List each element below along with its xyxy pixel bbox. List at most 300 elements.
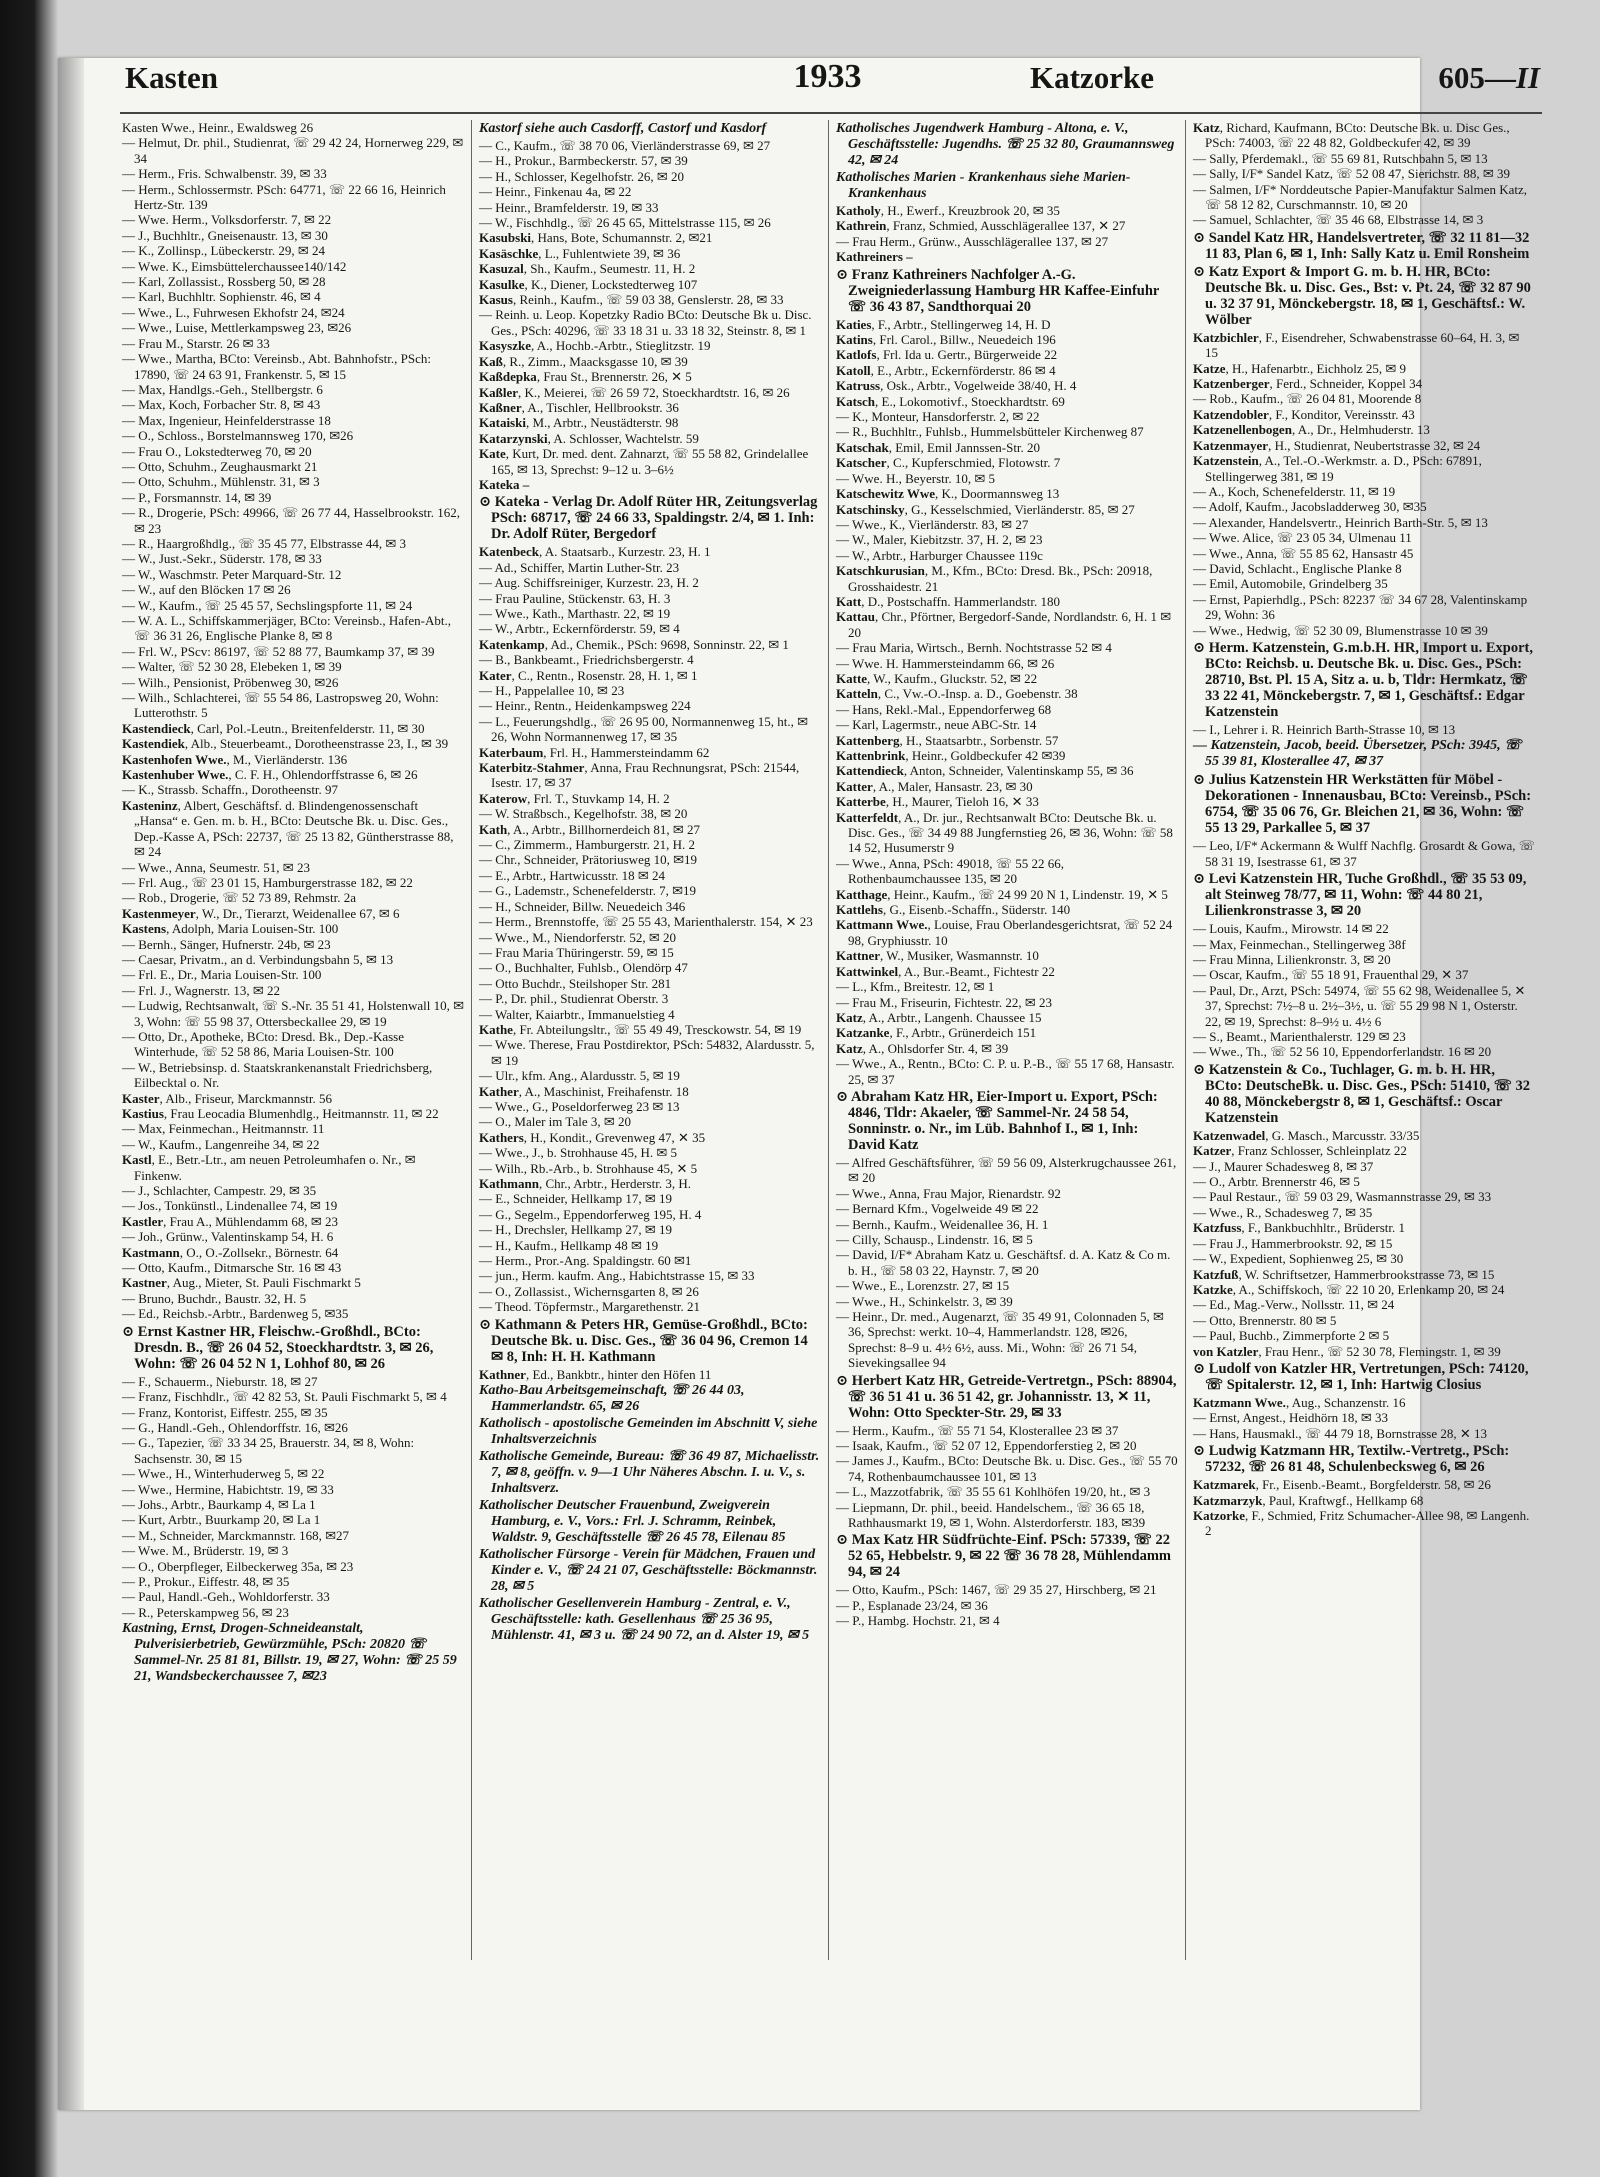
surname-entry: Kastenhofen Wwe., M., Vierländerstr. 136 (122, 751, 348, 767)
surname: Katzer (1193, 1143, 1232, 1159)
listing-entry: — Alexander, Handelsvertr., Heinrich Barth-Str. 5, ✉ 13 (1193, 514, 1488, 530)
listing-entry: — W., Expedient, Sophienweg 25, ✉ 30 (1193, 1251, 1404, 1267)
listing-entry: — Theod. Töpfermstr., Margarethenstr. 21 (479, 1299, 700, 1315)
surname-entry: Katzfuss, F., Bankbuchhltr., Brüderstr. 1 (1193, 1220, 1406, 1236)
organization-entry: — Katzenstein, Jacob, beeid. Übersetzer, PSch: 3945, ☏ 55 39 81, Klosterallee 47, ✉ 37 (1193, 738, 1522, 770)
surname-entry: Kathrein, Franz, Schmied, Ausschlägerallee 137, ✕ 27 (836, 218, 1126, 234)
surname-entry: Katlofs, Frl. Ida u. Gertr., Bürgerweide 22 (836, 347, 1058, 363)
listing-entry: — Max, Feinmechan., Heitmannstr. 11 (122, 1121, 325, 1137)
listing-entry: — Wwe., J., b. Strohhause 45, H. ✉ 5 (479, 1145, 678, 1161)
listing-entry: — Wwe. H. Hammersteindamm 66, ✉ 26 (836, 655, 1055, 671)
surname-entry: Kastler, Frau A., Mühlendamm 68, ✉ 23 (122, 1213, 338, 1229)
organization-entry: Kastorf siehe auch Casdorff, Castorf und Kasdorf (479, 121, 767, 136)
surname: Kattlehs (836, 902, 883, 918)
listing-entry: — K., Zollinsp., Lübeckerstr. 29, ✉ 24 (122, 243, 325, 259)
listing-entry: — J., Schlachter, Campestr. 29, ✉ 35 (122, 1183, 317, 1199)
surname-entry: Katins, Frl. Carol., Billw., Neuedeich 196 (836, 332, 1056, 348)
surname-entry (836, 249, 1178, 264)
surname-entry: Katzer, Franz Schlosser, Schleinplatz 22 (1193, 1143, 1407, 1159)
surname-entry: Kasäschke, L., Fuhlentwiete 39, ✉ 36 (479, 245, 681, 261)
listing-entry: — Wwe., A., Rentn., BCto: C. P. u. P.-B., ☏ 55 17 68, Hansastr. 25, ✉ 37 (836, 1056, 1175, 1087)
listing-entry: — Otto, Brennerstr. 80 ✉ 5 (1193, 1312, 1337, 1328)
page-gutter-shadow (58, 58, 84, 2110)
surname-entry: Kattner, W., Musiker, Wasmannstr. 10 (836, 948, 1039, 964)
surname-entry: Katteln, C., Vw.-O.-Insp. a. D., Goebenstr. 38 (836, 686, 1078, 702)
surname: Kasulke (479, 276, 525, 292)
surname: Katzenberger (1193, 376, 1270, 392)
surname-entry: Kasteninz, Albert, Geschäftsf. d. Blindengenossenschaft „Hansa“ e. Gen. m. b. H., BCto: Deutsche Bk. u. Disc. Ges., Dep.-Kasse A, PSch: 22737, ☏ 25 13 82, Güntherstrasse 88, ✉ 24 (122, 797, 454, 860)
organization-entry: Katholisch - apostolische Gemeinden im Abschnitt V, siehe Inhaltsverzeichnis (479, 1416, 818, 1448)
surname-entry: Kattenbrink, Heinr., Goldbeckufer 42 ✉39 (836, 748, 1066, 763)
surname: Kasteninz (122, 797, 178, 813)
surname-entry: Katzorke, F., Schmied, Fritz Schumacher-Allee 98, ✉ Langenh. 2 (1193, 1507, 1530, 1539)
listing-entry: — Rob., Drogerie, ☏ 52 73 89, Rehmstr. 2a (122, 890, 356, 906)
page-number (1438, 60, 1540, 96)
listing-entry: — Sally, I/F* Sandel Katz, ☏ 52 08 47, Sierichstr. 88, ✉ 39 (1193, 166, 1510, 182)
surname: Katzke (1193, 1281, 1233, 1297)
listing-entry: — Paul, Dr., Arzt, PSch: 54974, ☏ 55 62 98, Weidenallee 5, ✕ 37, Sprechst: 7½–8 u. 2½–3½, u. ☏ 55 29 98 N 1, Osterstr. 22, ✉ 19, Sprechst: 8–9½ u. 4½ 6 (1193, 982, 1526, 1029)
listing-entry: — Max, Ingenieur, Heinfelderstrasse 18 (122, 412, 331, 428)
listing-entry: — Isaak, Kaufm., ☏ 52 07 12, Eppendorferstieg 2, ✉ 20 (836, 1438, 1137, 1454)
surname: Kath (479, 821, 508, 837)
listing-entry: — Wwe. Herm., Volksdorferstr. 7, ✉ 22 (122, 212, 332, 228)
listing-entry: — Helmut, Dr. phil., Studienrat, ☏ 29 42 24, Hornerweg 229, ✉ 34 (122, 135, 464, 166)
listing-entry: — Frl. J., Wagnerstr. 13, ✉ 22 (122, 982, 281, 998)
surname: Katlofs (836, 347, 877, 363)
listing-entry: — Wwe., Anna, Seumestr. 51, ✉ 23 (122, 859, 310, 875)
surname: Katerbaum (479, 744, 544, 760)
surname: Katzenmayer (1193, 437, 1269, 453)
surname: Kaßler (479, 384, 518, 400)
surname: Kataiski (479, 415, 526, 431)
listing-entry: — Emil, Automobile, Grindelberg 35 (1193, 576, 1388, 592)
listing-entry: — W., Just.-Sekr., Süderstr. 178, ✉ 33 (122, 551, 322, 567)
listing-entry: — Karl, Lagermstr., neue ABC-Str. 14 (836, 717, 1037, 733)
surname-entry: Katterbe, H., Maurer, Tieloh 16, ✕ 33 (836, 794, 1039, 810)
surname-entry: Kater, C., Rentn., Rosenstr. 28, H. 1, ✉ 1 (479, 667, 698, 683)
listing-entry: — Wilh., Pensionist, Pröbenweg 30, ✉26 (122, 674, 339, 690)
listing-entry: — Jos., Tonkünstl., Lindenallee 74, ✉ 19 (122, 1198, 338, 1214)
surname: Kathner (479, 1366, 526, 1382)
listing-entry: — H., Schlosser, Kegelhofstr. 26, ✉ 20 (479, 168, 684, 184)
surname: Katzmarzyk (1193, 1492, 1263, 1508)
listing-entry: — Frau Maria, Wirtsch., Bernh. Nochtstrasse 52 ✉ 4 (836, 640, 1112, 656)
surname: Kasubski (479, 230, 532, 246)
listing-entry: — Ulr., kfm. Ang., Alardusstr. 5, ✉ 19 (479, 1068, 680, 1084)
surname: Kaßdepka (479, 369, 537, 385)
surname-entry: Kaß, R., Zimm., Maacksgasse 10, ✉ 39 (479, 353, 688, 369)
listing-entry: — Joh., Grünw., Valentinskamp 54, H. 6 (122, 1229, 334, 1245)
surname-entry: Katschinsky, G., Kesselschmied, Vierländerstr. 85, ✉ 27 (836, 501, 1135, 517)
listing-entry: — C., Kaufm., ☏ 38 70 06, Vierländerstrasse 69, ✉ 27 (479, 138, 771, 153)
surname: Katenkamp (479, 636, 545, 652)
listing-entry: — Louis, Kaufm., Mirowstr. 14 ✉ 22 (1193, 921, 1389, 937)
surname-entry: Kasyszke, A., Hochb.-Arbtr., Stieglitzstr. 19 (479, 338, 711, 354)
surname: Katterfeldt (836, 809, 899, 825)
listing-entry: — H., Schneider, Billw. Neuedeich 346 (479, 898, 686, 914)
surname: Katerow (479, 790, 528, 806)
surname: Kasäschke (479, 245, 539, 261)
listing-entry: — Frau Minna, Lilienkronstr. 3, ✉ 20 (1193, 952, 1391, 967)
advertisement-entry: ⊙ Herbert Katz HR, Getreide-Vertretgn., PSch: 88904, ☏ 36 51 41 u. 36 51 42, gr. Johannisstr. 13, ✕ 11, Wohn: Otto Speckter-Str. 29, ✉ 33 (836, 1372, 1177, 1421)
surname-entry: Katschkurusian, M., Kfm., BCto: Dresd. Bk., PSch: 20918, Grosshaidestr. 21 (836, 563, 1153, 594)
listing-entry: — Paul Restaur., ☏ 59 03 29, Wasmannstrasse 29, ✉ 33 (1193, 1189, 1492, 1205)
organization-entry: Katholische Gemeinde, Bureau: ☏ 36 49 87, Michaelisstr. 7, ✉ 8, geöffn. v. 9—1 Uhr Näheres Abschn. I. u. V., s. Inhaltsverz. (479, 1449, 820, 1497)
surname: Katruss (836, 378, 881, 394)
listing-entry: — Frau M., Starstr. 26 ✉ 33 (122, 335, 270, 351)
surname: Kastius (122, 1106, 164, 1121)
listing-entry: — E., Schneider, Hellkamp 17, ✉ 19 (479, 1191, 673, 1207)
surname-entry: Kattau, Chr., Pförtner, Bergedorf-Sande, Nordlandstr. 6, H. 1 ✉ 20 (836, 609, 1172, 640)
listing-entry: — A., Koch, Schenefelderstr. 11, ✉ 19 (1193, 483, 1396, 499)
listing-entry: — P., Dr. phil., Studienrat Oberstr. 3 (479, 991, 669, 1007)
listing-entry: — Heinr., Rentn., Heidenkampsweg 224 (479, 698, 691, 714)
listing-entry: — Wilh., Schlachterei, ☏ 55 54 86, Lastropsweg 20, Wohn: Lutterothstr. 5 (122, 690, 439, 721)
listing-entry: — Wwe. K., Eimsbüttelerchaussee140/142 (122, 258, 347, 274)
surname-entry: Katruss, Osk., Arbtr., Vogelweide 38/40, H. 4 (836, 378, 1077, 394)
surname-entry: Kathner, Ed., Bankbtr., hinter den Höfen 11 (479, 1366, 712, 1382)
listing-entry: — Ludwig, Rechtsanwalt, ☏ S.-Nr. 35 51 41, Holstenwall 10, ✉ 3, Wohn: ☏ 55 98 37, Ottersbeckallee 29, ✉ 19 (122, 998, 465, 1029)
surname: Katterbe (836, 794, 886, 810)
listing-entry: — Max, Koch, Forbacher Str. 8, ✉ 43 (122, 397, 321, 413)
listing-entry: — Heinr., Dr. med., Augenarzt, ☏ 35 49 91, Colonnaden 5, ✉ 36, Sprechst: werkt. 10–4, Hammerlandstr. 128, ✉26, Sprechst: 8–9 u. 4½ 6½, auss. Mi., Wohn: ☏ 26 71 54, Sievekingsallee 94 (836, 1309, 1164, 1371)
listing-entry: — Wwe., H., Winterhuderweg 5, ✉ 22 (122, 1466, 325, 1482)
organization-entry: Katholisches Jugendwerk Hamburg - Altona, e. V., Geschäftsstelle: Jugendhs. ☏ 25 32 80, Graumannsweg 42, ✉ 24 (836, 121, 1175, 168)
listing-entry: — Ed., Mag.-Verw., Nollsstr. 11, ✉ 24 (1193, 1297, 1395, 1313)
surname-entry: Kasubski, Hans, Bote, Schumannstr. 2, ✉21 (479, 230, 713, 246)
surname: Kattmann Wwe. (836, 917, 928, 933)
surname-entry: Kattwinkel, A., Bur.-Beamt., Fichtestr 22 (836, 963, 1055, 979)
listing-entry: — L., Feuerungshdlg., ☏ 26 95 00, Normannenweg 15, ht., ✉ 26, Wohn Normannenweg 17, ✉ 35 (479, 713, 808, 745)
listing-entry: — Adolf, Kaufm., Jacobsladderweg 30, ✉35 (1193, 499, 1427, 515)
surname: Katscher (836, 455, 887, 471)
listing-entry: — Wwe., Martha, BCto: Vereinsb., Abt. Bahnhofstr., PSch: 17890, ☏ 24 63 91, Frankenstr. 5, ✉ 15 (122, 351, 431, 382)
listing-entry: — Salmen, I/F* Norddeutsche Papier-Manufaktur Salmen Katz, ☏ 58 12 82, Curschmannstr. 10, ✉ 20 (1193, 181, 1528, 213)
surname-entry: Kastens, Adolph, Maria Louisen-Str. 100 (122, 921, 339, 937)
surname: Kaß (479, 353, 503, 369)
surname-entry: Kaßdepka, Frau St., Brennerstr. 26, ✕ 5 (479, 369, 692, 385)
surname: Kattwinkel (836, 963, 899, 979)
listing-entry: — W., Arbtr., Harburger Chaussee 119c (836, 547, 1043, 563)
advertisement-entry: ⊙ Ernst Kastner HR, Fleischw.-Großhdl., BCto: Dresdn. B., ☏ 26 04 52, Stoeckhardtstr. 3, ✉ 26, Wohn: ☏ 26 04 52 N 1, Lohhof 80, ✉ 26 (122, 1323, 434, 1372)
surname: Kate (479, 446, 506, 462)
page-number-roman: II (1515, 60, 1540, 95)
surname: Kateka – (479, 476, 530, 492)
listing-entry: — W., Arbtr., Eckernförderstr. 59, ✉ 4 (479, 621, 680, 637)
listing-entry: — M., Schneider, Marckmannstr. 168, ✉27 (122, 1527, 350, 1543)
surname-entry: Kattmann Wwe., Louise, Frau Oberlandesgerichtsrat, ☏ 52 24 98, Gryphiusstr. 10 (836, 917, 1173, 948)
listing-entry: — Frau Herm., Grünw., Ausschlägerallee 137, ✉ 27 (836, 233, 1109, 249)
surname-entry: Katschewitz Wwe, K., Doormannsweg 13 (836, 486, 1060, 502)
surname-entry: Kasulke, K., Diener, Lockstedterweg 107 (479, 276, 698, 292)
surname: Katschinsky (836, 501, 905, 517)
listing-entry: — Paul, Buchb., Zimmerpforte 2 ✉ 5 (1193, 1328, 1390, 1344)
surname-entry: Katz, Richard, Kaufmann, BCto: Deutsche Bk. u. Disc Ges., PSch: 74003, ☏ 22 48 82, Goldbeckufer 42, ✉ 39 (1193, 120, 1510, 151)
surname-entry: Kastner, Aug., Mieter, St. Pauli Fischmarkt 5 (122, 1275, 361, 1291)
surname: Katzendobler (1193, 406, 1269, 422)
listing-entry: — Wwe., G., Poseldorferweg 23 ✉ 13 (479, 1098, 680, 1114)
listing-entry: — Franz, Fischhdlr., ☏ 42 82 53, St. Pauli Fischmarkt 5, ✉ 4 (122, 1389, 447, 1405)
advertisement-entry: ⊙ Levi Katzenstein HR, Tuche Großhdl., ☏ 35 53 09, alt Steinweg 78/77, ✉ 11, Wohn: ☏ 44 80 21, Lilienkronstrasse 3, ✉ 20 (1193, 871, 1527, 920)
listing-entry: — W., Fischhdlg., ☏ 26 45 65, Mittelstrasse 115, ✉ 26 (479, 215, 771, 231)
listing-entry: — Bruno, Buchdr., Baustr. 32, H. 5 (122, 1290, 307, 1306)
surname: Katholy (836, 203, 881, 218)
listing-entry: — Frau Pauline, Stückenstr. 63, H. 3 (479, 590, 671, 606)
surname: Kathrein (836, 218, 887, 234)
listing-entry: — Wwe., M., Niendorferstr. 52, ✉ 20 (479, 929, 676, 945)
surname-entry: Katies, F., Arbtr., Stellingerweg 14, H. D (836, 316, 1051, 332)
surname: Kattendieck (836, 763, 904, 779)
surname-entry: Katzmann Wwe., Aug., Schanzenstr. 16 (1193, 1394, 1406, 1410)
surname: Katzmann Wwe. (1193, 1394, 1286, 1410)
listing-entry: — G., Handl.-Geh., Ohlendorffstr. 16, ✉26 (122, 1419, 348, 1435)
surname-entry: Katz, A., Arbtr., Langenh. Chaussee 15 (836, 1009, 1042, 1025)
surname: Kattenbrink (836, 748, 906, 763)
listing-entry: — W. A. L., Schiffskammerjäger, BCto: Vereinsb., Hafen-Abt., ☏ 36 31 26, Englische Planke 8, ✉ 8 (122, 613, 452, 644)
advertisement-entry: ⊙ Max Katz HR Südfrüchte-Einf. PSch: 57339, ☏ 22 52 65, Hebbelstr. 9, ✉ 22 ☏ 36 78 28, Mühlendamm 94, ✉ 24 (836, 1532, 1171, 1581)
listing-entry: — Wilh., Rb.-Arb., b. Strohhause 45, ✕ 5 (479, 1160, 698, 1176)
surname-entry: Kaster, Alb., Friseur, Marckmannstr. 56 (122, 1090, 332, 1106)
listing-entry: — K., Monteur, Hansdorferstr. 2, ✉ 22 (836, 409, 1040, 425)
surname: Kattau (836, 609, 875, 625)
listing-entry: — James J., Kaufm., BCto: Deutsche Bk. u. Disc. Ges., ☏ 55 70 74, Rothenbaumchaussee 101, ✉ 13 (836, 1453, 1178, 1484)
surname-entry: Katt, D., Postschaffn. Hammerlandstr. 180 (836, 593, 1060, 609)
listing-entry: Kasten Wwe., Heinr., Ewaldsweg 26 (122, 120, 314, 135)
listing-entry: — W., Maler, Kiebitzstr. 37, H. 2, ✉ 23 (836, 532, 1043, 548)
header-last-entry: Katzorke (1030, 60, 1154, 95)
surname: Kathers (479, 1129, 524, 1145)
listing-entry: — Ernst, Angest., Heidhörn 18, ✉ 33 (1193, 1410, 1389, 1426)
surname: Katschak (836, 439, 889, 455)
surname: Kaster (122, 1090, 160, 1106)
listing-entry: — Wwe., K., Vierländerstr. 83, ✉ 27 (836, 516, 1029, 532)
listing-entry: — Herm., Schlossermstr. PSch: 64771, ☏ 22 66 16, Heinrich Hertz-Str. 139 (122, 181, 446, 213)
listing-entry: — Wwe., Anna, ☏ 55 85 62, Hansastr 45 (1193, 545, 1414, 561)
surname-entry: Katzenberger, Ferd., Schneider, Koppel 34 (1193, 376, 1423, 392)
surname-entry: Katzenstein, A., Tel.-O.-Werkmstr. a. D., PSch: 67891, Stellingerweg 381, ✉ 19 (1193, 453, 1482, 484)
surname: Katze (1193, 360, 1226, 376)
surname-entry: Kataiski, M., Arbtr., Neustädterstr. 98 (479, 415, 679, 431)
listing-entry: — Liepmann, Dr. phil., beeid. Handelschem., ☏ 36 65 18, Rathhausmarkt 19, ✉ 1, Wohn. Alsterdorferstr. 183, ✉39 (836, 1499, 1146, 1531)
listing-entry: — Otto, Kaufm., Ditmarsche Str. 16 ✉ 43 (122, 1260, 342, 1276)
surname: Kastens (122, 921, 167, 937)
listing-entry: — Ad., Schiffer, Martin Luther-Str. 23 (479, 559, 680, 575)
listing-entry: — Caesar, Privatm., an d. Verbindungsbahn 5, ✉ 13 (122, 951, 394, 967)
surname: Katoll (836, 362, 871, 378)
advertisement-entry: ⊙ Ludwig Katzmann HR, Textilw.-Vertretg., PSch: 57232, ☏ 26 81 48, Schulenbecksweg 6, ✉ 26 (1193, 1443, 1510, 1476)
listing-entry: — Oscar, Kaufm., ☏ 55 18 91, Frauenthal 29, ✕ 37 (1193, 967, 1469, 983)
listing-entry: — Max, Feinmechan., Stellingerweg 38f (1193, 936, 1406, 952)
listing-entry: — O., Zollassist., Wichernsgarten 8, ✉ 26 (479, 1283, 699, 1299)
advertisement-entry: ⊙ Sandel Katz HR, Handelsvertreter, ☏ 32 11 81—32 11 83, Plan 6, ✉ 1, Inh: Sally Katz u. Emil Ronsheim (1193, 229, 1530, 262)
surname-entry (479, 477, 821, 492)
surname: Kater (479, 667, 512, 683)
surname-entry: Kathmann, Chr., Arbtr., Herderstr. 3, H. (479, 1176, 691, 1191)
organization-entry: Kastning, Ernst, Drogen-Schneideanstalt, Pulverisierbetrieb, Gewürzmühle, PSch: 20820 ☏ Sammel-Nr. 25 81 81, Billstr. 19, ✉ 27, Wohn: ☏ 25 59 21, Wandsbeckerchaussee 7, ✉23 (122, 1621, 457, 1685)
listing-entry: — Herm., Kaufm., ☏ 55 71 54, Klosterallee 23 ✉ 37 (836, 1422, 1119, 1438)
surname-entry: Katzendobler, F., Konditor, Vereinsstr. 43 (1193, 406, 1415, 422)
listing-entry: — Ernst, Papierhdlg., PSch: 82237 ☏ 34 67 28, Valentinskamp 29, Wohn: 36 (1193, 591, 1528, 623)
listing-entry: — S., Beamt., Marienthalerstr. 129 ✉ 23 (1193, 1029, 1406, 1045)
header-rule (120, 112, 1542, 114)
listing-entry: — Wwe., Luise, Mettlerkampsweg 23, ✉26 (122, 320, 352, 336)
surname-entry: Katerbaum, Frl. H., Hammersteindamm 62 (479, 744, 710, 760)
listing-entry: — Aug. Schiffsreiniger, Kurzestr. 23, H. 2 (479, 575, 699, 591)
organization-entry: Katho-Bau Arbeitsgemeinschaft, ☏ 26 44 03, Hammerlandstr. 65, ✉ 26 (479, 1383, 745, 1415)
listing-entry: — Heinr., Bramfelderstr. 19, ✉ 33 (479, 199, 659, 215)
surname-entry: Kattendieck, Anton, Schneider, Valentinskamp 55, ✉ 36 (836, 763, 1134, 779)
surname-entry: Kasuzal, Sh., Kaufm., Seumestr. 11, H. 2 (479, 261, 696, 277)
surname: Katthage (836, 886, 888, 902)
listing-entry: — Rob., Kaufm., ☏ 26 04 81, Moorende 8 (1193, 391, 1422, 407)
page-number-arabic: 605— (1438, 60, 1516, 95)
listing-entry: — Samuel, Schlachter, ☏ 35 46 68, Elbstrasse 14, ✉ 3 (1193, 212, 1484, 228)
surname: Kathreiners – (836, 249, 913, 265)
listing-entry: — Sally, Pferdemakl., ☏ 55 69 81, Rutschbahn 5, ✉ 13 (1193, 150, 1488, 166)
surname-entry: Kaßner, A., Tischler, Hellbrookstr. 36 (479, 399, 679, 415)
listing-entry: — Wwe., R., Schadesweg 7, ✉ 35 (1193, 1204, 1373, 1220)
page-header (115, 60, 1540, 104)
surname-entry: Kather, A., Maschinist, Freihafenstr. 18 (479, 1083, 689, 1099)
surname: von Katzler (1193, 1343, 1259, 1359)
listing-entry: — Walter, Kaiarbtr., Immanuelstieg 4 (479, 1006, 675, 1022)
surname-entry: Katte, W., Kaufm., Gluckstr. 52, ✉ 22 (836, 670, 1038, 686)
surname: Kastner (122, 1275, 167, 1291)
listing-entry: — David, Schlacht., Englische Planke 8 (1193, 560, 1402, 576)
surname: Kathmann (479, 1176, 539, 1191)
listing-entry: — W., Betriebsinsp. d. Staatskrankenanstalt Friedrichsberg, Eilbecktal o. Nr. (122, 1059, 433, 1091)
listing-entry: — Otto, Kaufm., PSch: 1467, ☏ 29 35 27, Hirschberg, ✉ 21 (836, 1582, 1157, 1598)
surname: Katschewitz Wwe (836, 486, 936, 502)
listing-entry: — Chr., Schneider, Prätoriusweg 10, ✉19 (479, 852, 697, 868)
header-first-entry: Kasten (125, 60, 218, 95)
surname: Katteln (836, 686, 878, 702)
surname-entry: Kate, Kurt, Dr. med. dent. Zahnarzt, ☏ 55 58 82, Grindelallee 165, ✉ 13, Sprechst: 9–12 u. 3–6½ (479, 446, 809, 477)
surname: Katter (836, 778, 873, 794)
directory-columns (115, 120, 1542, 1960)
surname: Kastenhuber Wwe. (122, 767, 229, 783)
organization-entry: Katholischer Gesellenverein Hamburg - Zentral, e. V., Geschäftsstelle: kath. Gesellenhaus ☏ 25 36 95, Mühlenstr. 41, ✉ 3 u. ☏ 24 90 72, an d. Alster 19, ✉ 5 (479, 1596, 810, 1644)
listing-entry: — E., Arbtr., Hartwicusstr. 18 ✉ 24 (479, 867, 666, 883)
advertisement-entry: ⊙ Ludolf von Katzler HR, Vertretungen, PSch: 74120, ☏ Spitalerstr. 12, ✉ 1, Inh: Hartwig Closius (1193, 1360, 1529, 1393)
surname-entry: Katarzynski, A. Schlosser, Wachtelstr. 59 (479, 430, 699, 446)
surname-entry: Kathe, Fr. Abteilungsltr., ☏ 55 49 49, Tresckowstr. 54, ✉ 19 (479, 1021, 802, 1037)
surname: Katsch (836, 393, 875, 409)
listing-entry: — Franz, Kontorist, Eiffestr. 255, ✉ 35 (122, 1404, 328, 1420)
listing-entry: — Karl, Zollassist., Rossberg 50, ✉ 28 (122, 274, 326, 290)
listing-entry: — P., Forsmannstr. 14, ✉ 39 (122, 489, 272, 505)
listing-entry: — Wwe., Th., ☏ 52 56 10, Eppendorferlandstr. 16 ✉ 20 (1193, 1044, 1492, 1060)
surname: Kastl (122, 1152, 152, 1168)
header-year: 1933 (793, 58, 862, 95)
surname-entry: Katscher, C., Kupferschmied, Flotowstr. 7 (836, 455, 1061, 471)
listing-entry: — Wwe., E., Lorenzstr. 27, ✉ 15 (836, 1278, 1010, 1294)
surname: Katt (836, 593, 862, 609)
listing-entry: — Wwe., Anna, PSch: 49018, ☏ 55 22 66, Rothenbaumchaussee 135, ✉ 20 (836, 855, 1064, 887)
surname-entry: Katzenmayer, H., Studienrat, Neubertstrasse 32, ✉ 24 (1193, 437, 1481, 453)
listing-entry: — Paul, Handl.-Geh., Wohldorferstr. 33 (122, 1589, 330, 1605)
surname: Kastmann (122, 1244, 180, 1260)
listing-entry: — jun., Herm. kaufm. Ang., Habichtstrasse 15, ✉ 33 (479, 1268, 755, 1284)
organization-entry: Katholischer Fürsorge - Verein für Mädchen, Frauen und Kinder e. V., ☏ 24 21 07, Geschäftsstelle: Böckmannstr. 28, ✉ 5 (479, 1547, 818, 1595)
surname-entry: Kastmann, O., O.-Zollsekr., Börnestr. 64 (122, 1244, 339, 1260)
surname: Katenbeck (479, 544, 539, 560)
surname: Katzenwadel (1193, 1127, 1266, 1143)
listing-entry: — Wwe. Therese, Frau Postdirektor, PSch: 54832, Alardusstr. 5, ✉ 19 (479, 1037, 815, 1068)
listing-entry: — R., Buchhltr., Fuhlsb., Hummelsbütteler Kirchenweg 87 (836, 424, 1144, 440)
surname-entry: Katerbitz-Stahmer, Anna, Frau Rechnungsrat, PSch: 21544, Isestr. 17, ✉ 37 (479, 760, 800, 791)
surname-entry: Katze, H., Hafenarbtr., Eichholz 25, ✉ 9 (1193, 360, 1407, 376)
advertisement-entry: ⊙ Franz Kathreiners Nachfolger A.-G. Zweigniederlassung Hamburg HR Kaffee-Einfuhr ☏ 36 43 87, Sandthorquai 20 (836, 266, 1160, 315)
surname-entry: Kastendieck, Carl, Pol.-Leutn., Breitenfelderstr. 11, ✉ 30 (122, 720, 425, 736)
listing-entry: — Frl. Aug., ☏ 23 01 15, Hamburgerstrasse 182, ✉ 22 (122, 874, 413, 890)
surname: Katzfuß (1193, 1266, 1239, 1282)
listing-entry: — Max, Handlgs.-Geh., Stellbergstr. 6 (122, 381, 323, 397)
listing-entry: — Heinr., Finkenau 4a, ✉ 22 (479, 184, 632, 200)
listing-entry: — P., Prokur., Eiffestr. 48, ✉ 35 (122, 1573, 290, 1589)
surname: Katzanke (836, 1025, 890, 1041)
listing-entry: — Wwe., Anna, Frau Major, Rienardstr. 92 (836, 1185, 1061, 1201)
surname-entry: Kaßler, K., Meierei, ☏ 26 59 72, Stoeckhardtstr. 16, ✉ 26 (479, 384, 790, 400)
surname-entry: Katz, A., Ohlsdorfer Str. 4, ✉ 39 (836, 1040, 1009, 1056)
listing-entry: — Frl. E., Dr., Maria Louisen-Str. 100 (122, 967, 322, 983)
listing-entry: — Frau J., Hammerbrookstr. 92, ✉ 15 (1193, 1235, 1393, 1251)
listing-entry: — G., Segelm., Eppendorferweg 195, H. 4 (479, 1206, 702, 1222)
surname: Katz (836, 1040, 863, 1056)
listing-entry: — H., Kaufm., Hellkamp 48 ✉ 19 (479, 1237, 659, 1253)
surname-entry: Kattlehs, G., Eisenb.-Schaffn., Süderstr. 140 (836, 902, 1071, 918)
listing-entry: — Wwe., L., Fuhrwesen Ekhofstr 24, ✉24 (122, 304, 345, 320)
surname: Katzorke (1193, 1507, 1245, 1523)
surname: Kattenberg (836, 732, 900, 748)
surname-entry: Kastendiek, Alb., Steuerbeamt., Dorotheenstrasse 23, I., ✉ 39 (122, 736, 449, 752)
surname: Kastenhofen Wwe. (122, 751, 227, 767)
surname: Katschkurusian (836, 563, 925, 579)
surname-entry: Katzenwadel, G. Masch., Marcusstr. 33/35 (1193, 1127, 1420, 1143)
surname: Katzfuss (1193, 1220, 1242, 1236)
surname-entry: Katenkamp, Ad., Chemik., PSch: 9698, Sonninstr. 22, ✉ 1 (479, 636, 789, 652)
listing-entry: — W., Waschmstr. Peter Marquard-Str. 12 (122, 566, 342, 582)
surname-entry: Katthage, Heinr., Kaufm., ☏ 24 99 20 N 1, Lindenstr. 19, ✕ 5 (836, 886, 1168, 902)
surname: Kastler (122, 1213, 164, 1229)
organization-entry: Katholisches Marien - Krankenhaus siehe Marien-Krankenhaus (836, 170, 1131, 201)
listing-entry: — I., Lehrer i. R. Heinrich Barth-Strasse 10, ✉ 13 (1193, 721, 1456, 737)
surname: Kathe (479, 1021, 513, 1037)
listing-entry: — P., Hambg. Hochstr. 21, ✉ 4 (836, 1613, 1000, 1629)
surname-entry: Katterfeldt, A., Dr. jur., Rechtsanwalt BCto: Deutsche Bk. u. Disc. Ges., ☏ 34 49 88 Jungfernstieg 26, ✉ 36, Wohn: ☏ 58 14 52, Husumerstr 9 (836, 809, 1173, 856)
listing-entry: — Otto, Dr., Apotheke, BCto: Dresd. Bk., Dep.-Kasse Winterhude, ☏ 52 58 86, Maria Louisen-Str. 100 (122, 1028, 405, 1060)
surname: Katies (836, 316, 872, 332)
listing-entry: — Frau Maria Thüringerstr. 59, ✉ 15 (479, 944, 674, 960)
surname-entry: Kastius, Frau Leocadia Blumenhdlg., Heitmannstr. 11, ✉ 22 (122, 1106, 439, 1121)
listing-entry: — Walter, ☏ 52 30 28, Elebeken 1, ✉ 39 (122, 659, 342, 675)
surname: Kather (479, 1083, 519, 1099)
organization-entry: Katholischer Deutscher Frauenbund, Zweigverein Hamburg, e. V., Vors.: Frl. J. Schramm, Reinbek, Waldstr. 9, Geschäftsstelle ☏ 26 45 78, Eilenau 85 (479, 1498, 786, 1546)
surname-entry: Katzanke, F., Arbtr., Grünerdeich 151 (836, 1025, 1037, 1041)
surname: Katzmarek (1193, 1477, 1256, 1493)
surname: Katzenstein (1193, 453, 1259, 469)
advertisement-entry: ⊙ Abraham Katz HR, Eier-Import u. Export, PSch: 4846, Tldr: Akaeler, ☏ Sammel-Nr. 24 58 54, Sonninstr. o. Nr., im Lüb. Bahnhof I., ✉ 1, Inh: David Katz (836, 1088, 1158, 1153)
advertisement-entry: ⊙ Herm. Katzenstein, G.m.b.H. HR, Import u. Export, BCto: Reichsb. u. Deutsche Bk. u. Disc. Ges., PSch: 28710, Bst. Pl. 15 A, Sitz a. u. b, Tldr: Hermkatz, ☏ 33 22 41, Mönckebergstr. 7, ✉ 1, Geschäftsf.: Edgar Katzenstein (1193, 639, 1533, 720)
listing-entry: — Otto Buchdr., Steilshoper Str. 281 (479, 975, 672, 991)
column-2 (471, 120, 828, 1960)
surname: Kastenmeyer (122, 905, 196, 921)
surname-entry: Katzenellenbogen, A., Dr., Helmhuderstr. 13 (1193, 422, 1430, 438)
surname-entry: Katoll, E., Arbtr., Eckernförderstr. 86 ✉ 4 (836, 362, 1056, 378)
listing-entry: — Herm., Fris. Schwalbenstr. 39, ✉ 33 (122, 166, 327, 182)
surname-entry: Katschak, Emil, Emil Jannssen-Str. 20 (836, 439, 1041, 455)
listing-entry: — C., Zimmerm., Hamburgerstr. 21, H. 2 (479, 837, 696, 853)
